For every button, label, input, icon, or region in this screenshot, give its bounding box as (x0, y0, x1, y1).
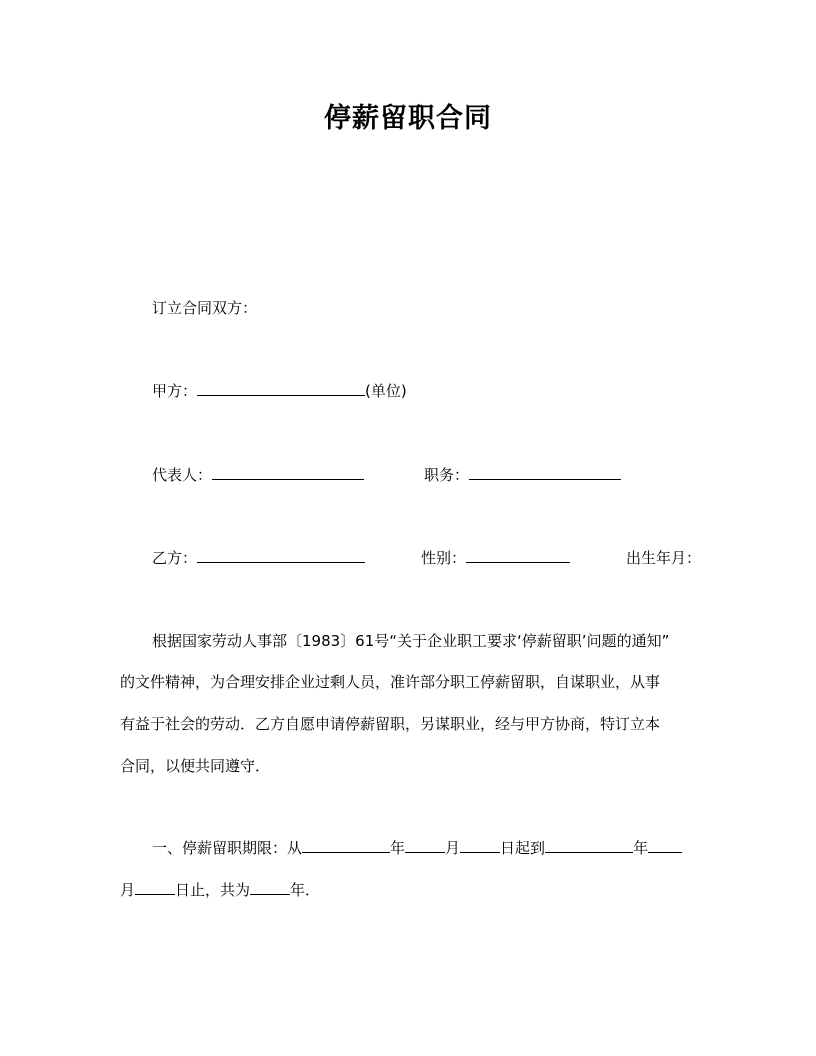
birth-line (626, 548, 701, 568)
party-b-label: 乙方： (152, 549, 198, 567)
start-day-blank (460, 838, 500, 853)
party-b-blank (197, 548, 365, 563)
representative-blank (212, 465, 364, 480)
preamble-line-2: 的文件精神，为合理安排企业过剩人员，准许部分职工停薪留职，自谋职业，从事 (120, 673, 661, 691)
end-year-blank (545, 838, 633, 853)
gender-blank (466, 548, 570, 563)
birth-label: 出生年月： (626, 549, 702, 567)
document-title: 停薪留职合同 (324, 103, 492, 134)
clause-1-year: 年 (390, 839, 406, 857)
preamble-line-4: 合同，以便共同遵守． (120, 757, 271, 775)
clause-1-month: 月 (445, 839, 461, 857)
end-month-blank-a (648, 838, 682, 853)
position-label: 职务： (424, 466, 470, 484)
preamble-line-1: 根据国家劳动人事部〔1983〕61号“关于企业职工要求‘停薪留职’问题的通知” (152, 632, 670, 650)
start-month-blank (405, 838, 445, 853)
end-day-blank (135, 880, 175, 895)
clause-1-year-2: 年 (633, 839, 649, 857)
position-line (424, 465, 621, 485)
party-a-blank (197, 381, 365, 396)
party-a-label: 甲方： (152, 382, 198, 400)
preamble-line-3: 有益于社会的劳动．乙方自愿申请停薪留职，另谋职业，经与甲方协商，特订立本 (120, 715, 661, 733)
start-year-blank (302, 838, 390, 853)
position-blank (469, 465, 621, 480)
clause-1-month-2: 月 (120, 881, 136, 899)
clause-1-line-2 (120, 880, 320, 900)
parties-heading: 订立合同双方： (152, 299, 258, 317)
clause-1-day-to: 日止，共为 (175, 881, 251, 899)
gender-line (421, 548, 570, 568)
representative-line (152, 465, 364, 485)
clause-1-day-from: 日起到 (500, 839, 546, 857)
clause-1-line-1 (152, 838, 682, 858)
clause-1-prefix: 一、停薪留职期限：从 (152, 839, 303, 857)
party-a-line (152, 381, 407, 401)
representative-label: 代表人： (152, 466, 213, 484)
gender-label: 性别： (421, 549, 467, 567)
clause-1-years-end: 年． (290, 881, 321, 899)
total-years-blank (250, 880, 290, 895)
party-a-suffix: (单位) (365, 382, 407, 400)
party-b-line (152, 548, 365, 568)
